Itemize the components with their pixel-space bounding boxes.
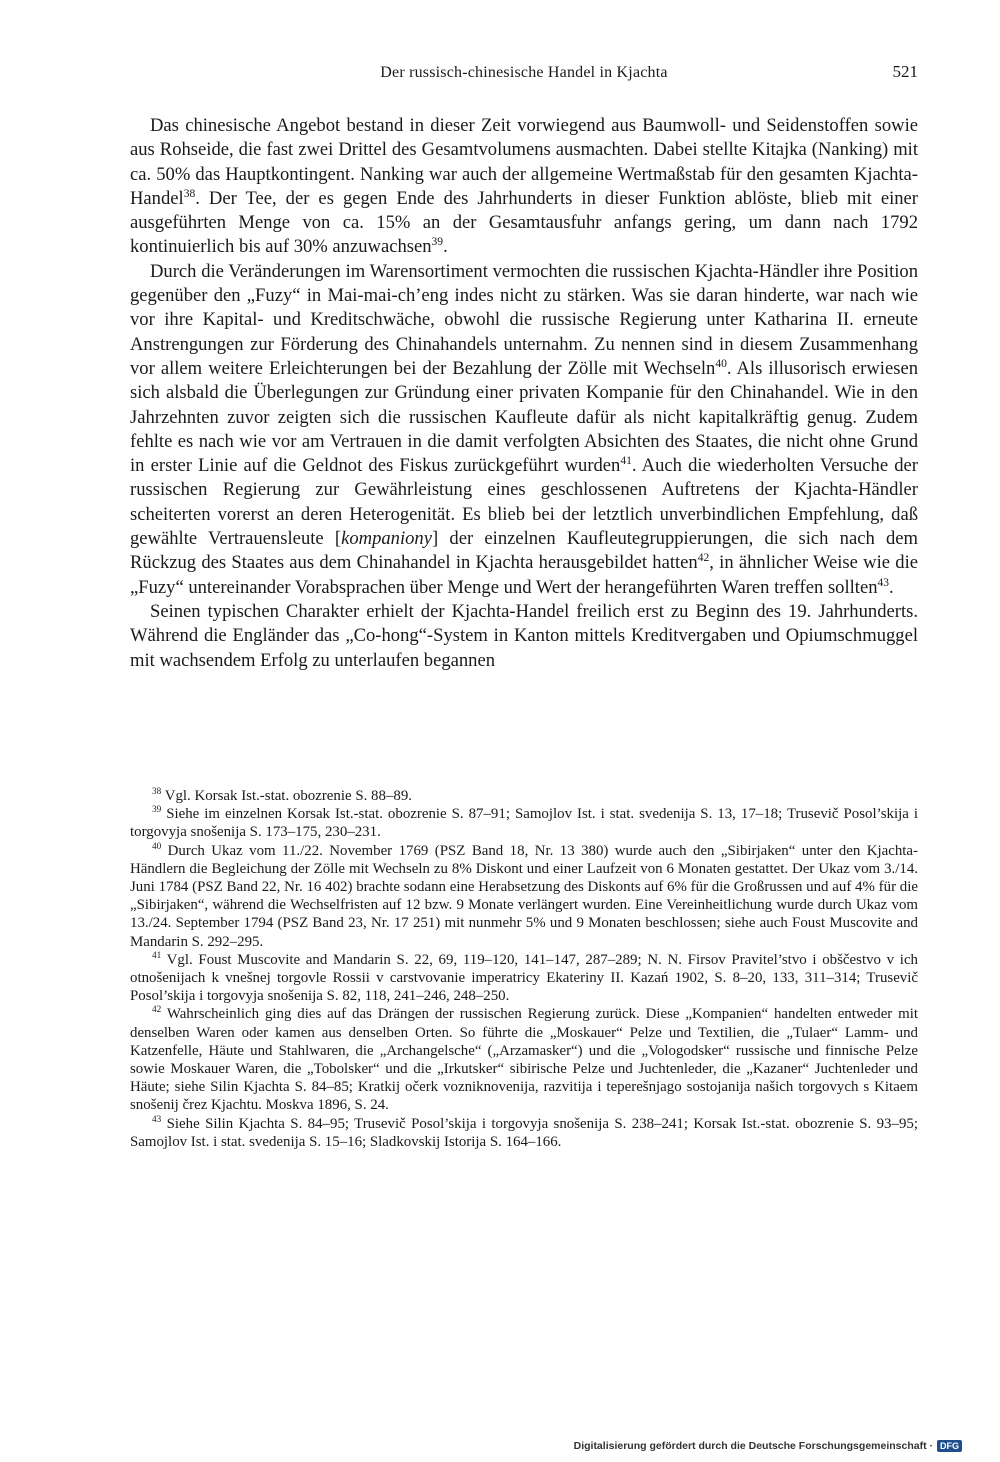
footnote [130,842,918,951]
footnote-ref[interactable]: 38 [183,187,196,200]
text-run: . Als illusorisch erwiesen sich alsbald die Überlegungen zur Gründung einer privaten Kompanie für den Chinahandel. Wie in den Jahrzehnten zuvor zeigten sich die russischen Kaufleute dafür als nicht kapitalkräftig genug. Zudem fehlte es nach wie vor am Vertrauen in die damit verfolgten Absichten des Staates, die nicht ohne Grund in erster Linie auf die Geldnot des Fiskus zurückgeführt wurden [130,357,918,477]
text-run: ] der einzelnen Kaufleutegruppierungen, die sich nach dem Rückzug des Staates aus dem Chinahandel in Kjachta herausgebildet hatten [130,528,918,574]
footnote [130,951,918,1006]
text-run: . Auch die wiederholten Versuche der russischen Regierung zur Gewährleistung eines geschlossenen Auftretens der Kjachta-Händler scheiterten vorerst an deren Heterogenität. Es blieb bei der letztlich unverbindlichen Empfehlung, daß gewählte Vertrauensleute [ [130,455,918,550]
footnote-number: 43 [152,1113,162,1124]
text-run: Durch die Veränderungen im Warensortiment vermochten die russischen Kjachta-Händler ihre Position gegenüber den „Fuzy“ in Mai-mai-ch’eng indes nicht zu stärken. Was sie daran hinderte, war nach wie vor ihre Kapital- und Kreditschwäche, obwohl die russische Regierung unter Katharina II. erneute Anstrengungen zur Förderung des Chinahandels unternahm. Zu nennen sind in diesem Zusammenhang vor allem weitere Erleichterungen bei der Bezahlung der Zölle mit Wechseln [130,260,918,379]
footnote-number: 39 [152,804,162,815]
running-header [130,62,918,86]
paragraph-2 [130,260,918,600]
footnote-ref[interactable]: 39 [431,236,444,249]
text-run: , in ähnlicher Weise wie die „Fuzy“ untereinander Vorabsprachen über Menge und Wert der herangeführten Waren treffen sollten [130,552,918,598]
paragraph-1 [130,114,918,260]
footnote-text: Vgl. Korsak Ist.-stat. obozrenie S. 88–89. [164,788,412,804]
text-run: . [889,576,894,598]
footnote-text: Siehe im einzelnen Korsak Ist.-stat. obozrenie S. 87–91; Samojlov Ist. i stat. svedenija S. 13, 17–18; Trusevič Posol’skija i torgovyja snošenija S. 173–175, 230–231. [130,806,918,841]
dfg-logo-icon: DFG [937,1440,962,1452]
paragraph-3: Seinen typischen Charakter erhielt der Kjachta-Handel freilich erst zu Beginn des 19. Jahrhunderts. Während die Engländer das „Co-hong“-System in Kanton mittels Kreditvergaben und Opiumschmuggel mit wachsendem Erfolg zu unterlaufen begannen [130,600,918,671]
footnote-number: 41 [152,949,162,960]
footnote-text: Wahrscheinlich ging dies auf das Drängen der russischen Regierung zurück. Diese „Kompanien“ handelten entweder mit denselben Waren oder kamen aus denselben Orten. So führte die „Moskauer“ Pelze und Textilien, die „Tulaer“ Lamm- und Katzenfelle, Häute und Stahlwaren, die „Archangelsche“ („Arzamasker“) und die „Vologodsker“ russische und finnische Pelze sowie Moskauer Waren, die „Tobolsker“ und die „Irkutsker“ sibirische Pelze und Juchtenleder, die „Kazaner“ Juchtenleder und Häute; siehe Silin Kjachta S. 84–85; Kratkij očerk vozniknovenija, razvitija i teperešnjago sostojanija našich torgovych s Kitaem snošenij črez Kjachtu. Moskva 1896, S. 24. [130,1006,918,1114]
footnote-text: Durch Ukaz vom 11./22. November 1769 (PSZ Band 18, Nr. 13 380) wurde auch den „Sibirjaken“ unter den Kjachta-Händlern die Begleichung der Zölle mit Wechseln zu 8% Diskont und einer Laufzeit von 6 Monaten gestattet. Der Ukaz vom 3./14. Juni 1784 (PSZ Band 22, Nr. 16 402) brachte sodann eine Herabsetzung des Diskonts auf 6% für die Großrussen und auf 4% für die „Sibirjaken“, während die Wechselfristen auf 12 bzw. 9 Monate verlängert wurden. Eine Vereinheitlichung wurde durch Ukaz vom 13./24. September 1794 (PSZ Band 23, Nr. 17 251) mit nunmehr 5% und 9 Monaten beschlossen; siehe auch Foust Muscovite and Mandarin S. 292–295. [130,842,918,950]
main-text [130,114,918,673]
italic-term: kompaniony [341,528,432,550]
running-title: Der russisch-chinesische Handel in Kjachta [380,64,668,81]
footnote-number: 38 [152,786,162,797]
text-run: . Der Tee, der es gegen Ende des Jahrhunderts in dieser Funktion ablöste, blieb mit einer ausgeführten Menge von ca. 15% an der Gesamtausfuhr anfangs gering, um dann nach 1792 kontinuierlich bis auf 30% anzuwachsen [130,187,918,258]
text-run: Das chinesische Angebot bestand in dieser Zeit vorwiegend aus Baumwoll- und Seidenstoffen sowie aus Rohseide, die fast zwei Drittel des Gesamtvolumens ausmachten. Dabei stellte Kitajka (Nanking) mit ca. 50% das Hauptkontingent. Nanking war auch der allgemeine Wertmaßstab für den gesamten Kjachta-Handel [130,115,918,209]
footnote-number: 42 [152,1004,162,1015]
footnote [130,1005,918,1114]
footnote-ref[interactable]: 42 [697,552,710,565]
footnote-number: 40 [152,840,162,851]
footnote-ref[interactable]: 43 [877,576,890,589]
page-number: 521 [892,62,918,81]
footnote [130,1115,918,1151]
footnote-text: Siehe Silin Kjachta S. 84–95; Trusevič Posol’skija i torgovyja snošenija S. 238–241; Korsak Ist.-stat. obozrenie S. 93–95; Samojlov Ist. i stat. svedenija S. 15–16; Sladkovskij Istorija S. 164–166. [130,1115,918,1150]
footnote-text: Vgl. Foust Muscovite and Mandarin S. 22, 69, 119–120, 141–147, 287–289; N. N. Firsov Pravitel’stvo i obščestvo v ich otnošenijach k vnešnej torgovle Rossii v carstvovanie imperatricy Ekateriny II. Kazań 1902, S. 8–20, 133, 311–314; Trusevič Posol’skija i torgovyja snošenija S. 82, 118, 241–246, 248–250. [130,951,918,1005]
credit-text: Digitalisierung gefördert durch die Deutsche Forschungsgemeinschaft · [573,1440,933,1452]
footnote [130,787,918,805]
footnote-ref[interactable]: 40 [715,357,727,370]
footnote-ref[interactable]: 41 [620,454,632,467]
footnotes [130,787,918,1151]
footnote [130,805,918,841]
digitization-credit [574,1440,962,1452]
text-run: . [443,236,448,258]
